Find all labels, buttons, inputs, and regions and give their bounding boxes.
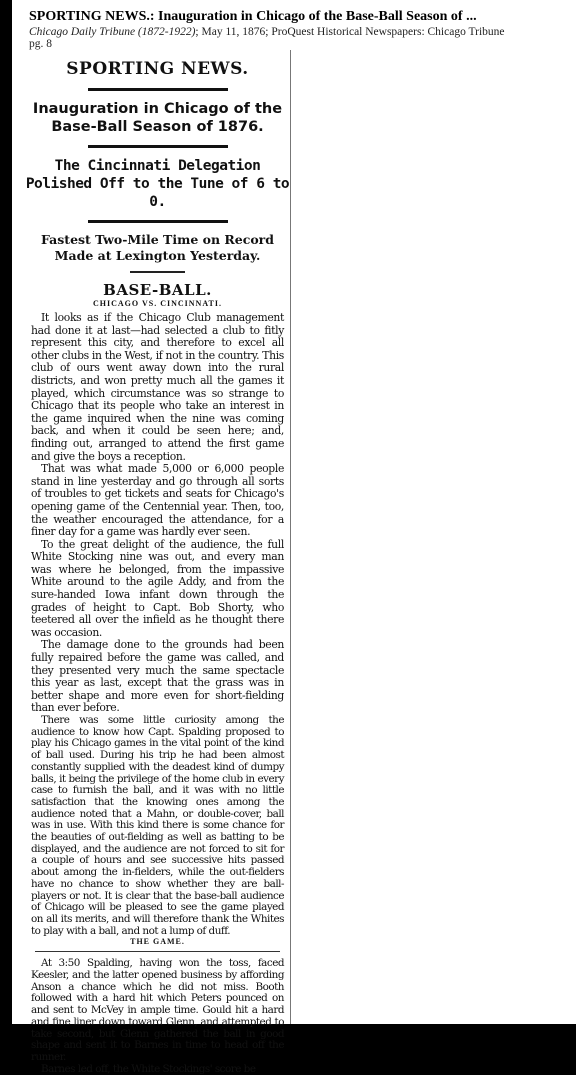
divider bbox=[130, 271, 185, 273]
source-name: Chicago Daily Tribune (1872-1922) bbox=[29, 26, 196, 38]
section-title: SPORTING NEWS. bbox=[66, 59, 249, 79]
citation-details: ; May 11, 1876; ProQuest Historical Newspapers: Chicago Tribune bbox=[195, 26, 505, 38]
article-paragraph: At 3:50 Spalding, having won the toss, faced Keesler, and the latter opened business by affording Anson a chance which he did not miss. Booth followed with a hard hit which Peters pounced on and sent to McVey in ample time. Gould hit a hard and fine liner down toward Glenn, and attempted to take second, but Glenn gathered the ball in good shape and sent it to Barnes in time to head off the runner. bbox=[31, 957, 284, 1063]
document-header bbox=[29, 9, 569, 50]
section-heading-game: THE GAME. bbox=[130, 937, 185, 947]
article-paragraph: The damage done to the grounds had been fully repaired before the game was called, and they presented very much the same spectacle this year as last, except that the grass was in better shape and more even for short-fielding than ever before. bbox=[31, 638, 284, 715]
article-title: SPORTING NEWS.: Inauguration in Chicago of the Base-Ball Season of ... bbox=[29, 9, 477, 24]
divider bbox=[88, 145, 228, 148]
sub-title: BASE-BALL. bbox=[103, 281, 212, 299]
divider bbox=[35, 951, 280, 952]
article-paragraph: It looks as if the Chicago Club management had done it at last—had selected a club to fitly represent this city, and therefore to excel all other clubs in the West, if not in the country. This club of ours went away down into the rural districts, and won pretty much all the games it played, which circumstance was so strange to Chicago that its people who take an interest in the game inquired when the nine was coming back, and when it could be seen here; and, finding out, arranged to attend the first game and give the boys a reception. bbox=[31, 311, 284, 463]
headline-2: The Cincinnati Delegation Polished Off to the Tune of 6 to 0. bbox=[25, 158, 290, 210]
article-paragraph: There was some little curiosity among the audience to know how Capt. Spalding proposed to play his Chicago games in the vital point of the kind of ball used. During his trip he had been almost constantly supplied with the deadest kind of dumpy balls, it being the privilege of the home club in every case to furnish the ball, and it was with no little satisfaction that the knowing ones among the audience noted that a Mahn, or double-cover, ball was in use. With this kind there is some chance for the beauties of out-fielding as well as batting to be displayed, and the audience are not forced to sit for a couple of hours and see successive hits passed about among the in-fielders, while the out-fielders have no chance to show whether they are ball-players or not. It is clear that the base-ball audience of Chicago will be pleased to see the game played on all its merits, and will therefore thank the Whites to play with a ball, and not a lump of duff. bbox=[31, 714, 284, 937]
article-paragraph: Barnes led off, the White Stockings' score be bbox=[41, 1062, 256, 1075]
page-number: pg. 8 bbox=[29, 38, 52, 50]
headline-1: Inauguration in Chicago of the Base-Ball Season of 1876. bbox=[32, 101, 283, 135]
citation-line bbox=[29, 26, 569, 50]
document-page bbox=[12, 0, 576, 1075]
divider bbox=[88, 88, 228, 91]
divider bbox=[88, 220, 228, 223]
article-paragraph: To the great delight of the audience, the full White Stocking nine was out, and every man was where he belonged, from the impassive White around to the agile Addy, and from the sure-handed Iowa infant down through the grades of height to Capt. Bob Shorty, who teetered all over the infield as he thought there was occasion. bbox=[31, 537, 284, 639]
article-paragraph: That was what made 5,000 or 6,000 people stand in line yesterday and go through all sorts of troubles to get tickets and seats for Chicago's opening game of the Centennial year. Then, too, the weather encouraged the attendance, for a finer day for a game was hardly ever seen. bbox=[31, 462, 284, 539]
sub-matchup: CHICAGO VS. CINCINNATI. bbox=[93, 299, 222, 308]
newspaper-clipping bbox=[25, 50, 291, 1075]
headline-3: Fastest Two-Mile Time on Record Made at Lexington Yesterday. bbox=[40, 232, 275, 263]
